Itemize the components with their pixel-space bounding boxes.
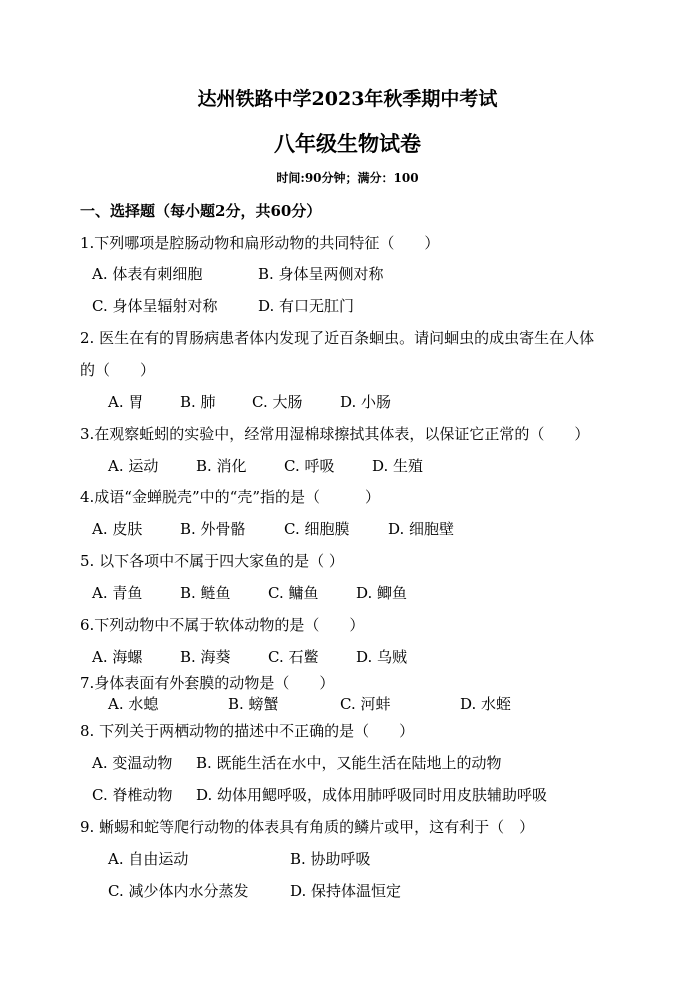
question-3-stem: 3.在观察蚯蚓的实验中，经常用湿棉球擦拭其体表，以保证它正常的（ ） [80,425,590,443]
question-8-option-a: A. 变温动物 [92,754,173,772]
question-7-option-a: A. 水螅 [108,695,159,713]
question-1-option-a: A. 体表有刺细胞 [92,265,203,283]
question-2-stem-continued: 的（ ） [80,361,156,379]
question-7-option-d: D. 水蛭 [460,695,512,713]
question-9-option-c: C. 减少体内水分蒸发 [108,882,249,900]
question-5-option-a: A. 青鱼 [92,584,143,602]
question-3-option-b: B. 消化 [196,457,247,475]
question-8-option-b: B. 既能生活在水中，又能生活在陆地上的动物 [196,754,502,772]
section-title: 一、选择题（每小题2分，共60分） [80,202,322,220]
question-1-option-b: B. 身体呈两侧对称 [258,265,384,283]
question-4-option-b: B. 外骨骼 [180,520,246,538]
question-9-option-d: D. 保持体温恒定 [290,882,402,900]
question-1-option-d: D. 有口无肛门 [258,297,355,315]
question-6-stem: 6.下列动物中不属于软体动物的是（ ） [80,616,365,634]
paper-title: 八年级生物试卷 [274,131,421,156]
school-exam-title: 达州铁路中学2023年秋季期中考试 [197,88,498,110]
question-4-option-c: C. 细胞膜 [284,520,350,538]
time-and-score-info: 时间:90分钟；满分：100 [276,171,419,185]
question-2-stem: 2. 医生在有的胃肠病患者体内发现了近百条蛔虫。请问蛔虫的成虫寄生在人体 [80,329,595,347]
question-6-option-c: C. 石鳖 [268,648,319,666]
question-2-option-d: D. 小肠 [340,393,392,411]
question-5-option-b: B. 鲢鱼 [180,584,231,602]
question-8-option-c: C. 脊椎动物 [92,786,173,804]
question-3-option-d: D. 生殖 [372,457,424,475]
question-9-option-a: A. 自由运动 [108,850,189,868]
question-8-stem: 8. 下列关于两栖动物的描述中不正确的是（ ） [80,722,415,740]
question-7-option-c: C. 河蚌 [340,695,391,713]
question-5-option-c: C. 鳙鱼 [268,584,319,602]
question-2-option-a: A. 胃 [108,393,144,411]
question-6-option-d: D. 乌贼 [356,648,408,666]
question-7-option-b: B. 螃蟹 [228,695,279,713]
question-5-stem: 5. 以下各项中不属于四大家鱼的是（ ） [80,552,344,570]
question-1-option-c: C. 身体呈辐射对称 [92,297,218,315]
question-4-stem: 4.成语“金蝉脱壳”中的“壳”指的是（ ） [80,488,380,506]
question-2-option-b: B. 肺 [180,393,216,411]
question-8-option-d: D. 幼体用鳃呼吸，成体用肺呼吸同时用皮肤辅助呼吸 [196,786,548,804]
question-7-stem: 7.身体表面有外套膜的动物是（ ） [80,674,335,692]
question-3-option-c: C. 呼吸 [284,457,335,475]
question-2-option-c: C. 大肠 [252,393,303,411]
question-9-stem: 9. 蜥蜴和蛇等爬行动物的体表具有角质的鳞片或甲，这有利于（ ） [80,818,535,836]
question-1-stem: 1.下列哪项是腔肠动物和扁形动物的共同特征（ ） [80,234,440,252]
question-9-option-b: B. 协助呼吸 [290,850,371,868]
question-3-option-a: A. 运动 [108,457,159,475]
question-6-option-b: B. 海葵 [180,648,231,666]
question-5-option-d: D. 鲫鱼 [356,584,408,602]
question-4-option-d: D. 细胞壁 [388,520,455,538]
question-6-option-a: A. 海螺 [92,648,143,666]
question-4-option-a: A. 皮肤 [92,520,143,538]
